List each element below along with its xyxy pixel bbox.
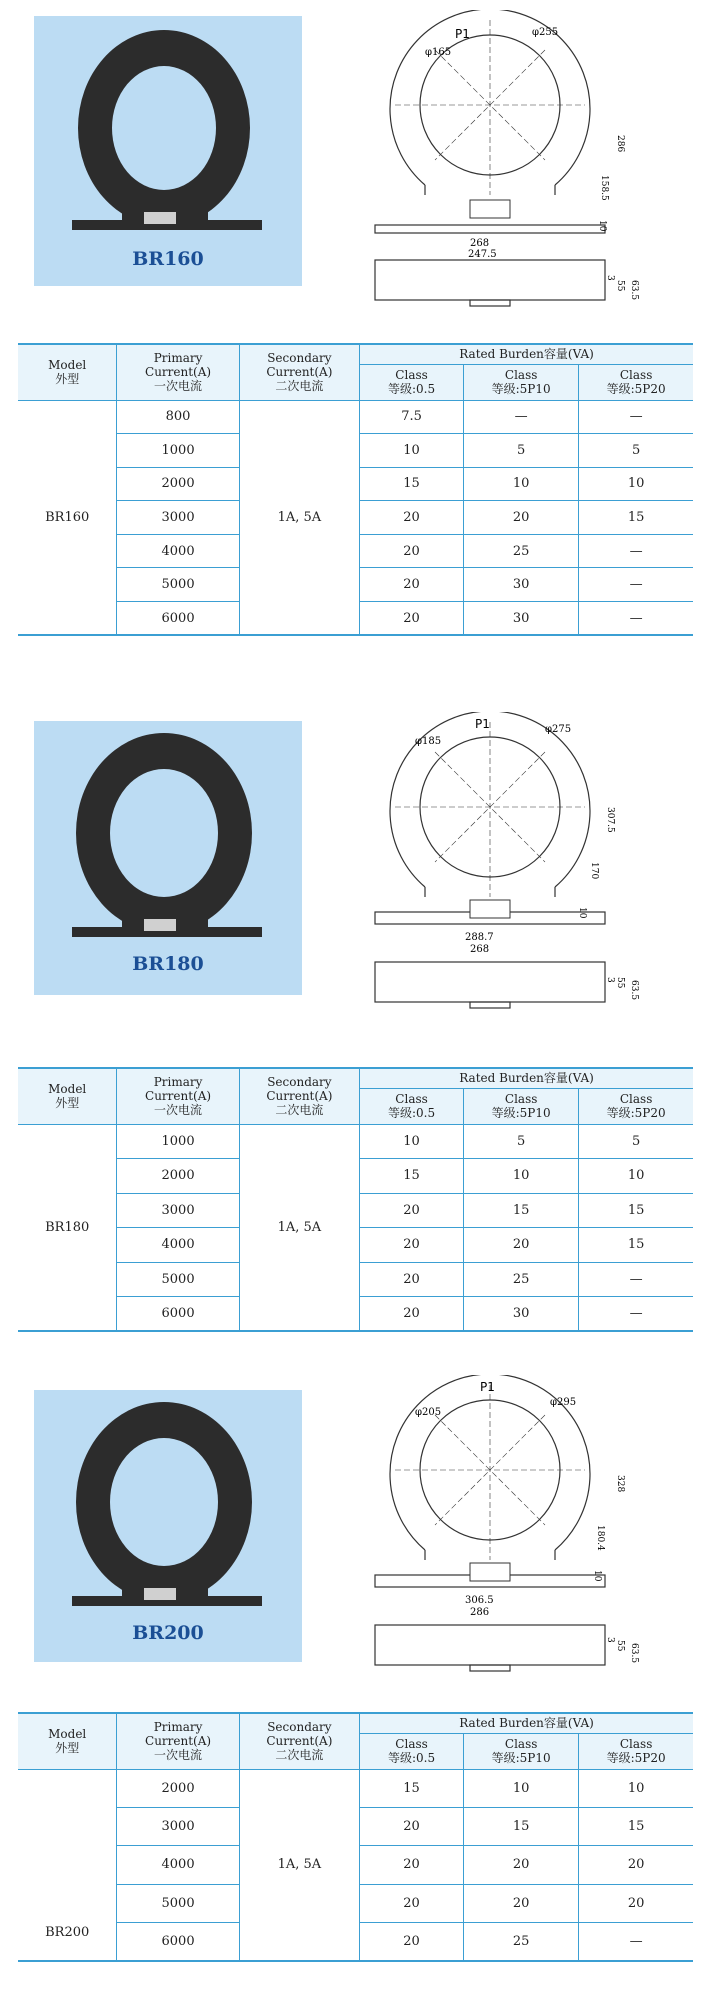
base-gap-dim: 10 <box>592 1570 602 1582</box>
height-dim: 328 <box>615 1475 625 1493</box>
secondary-cell: 1A, 5A <box>239 1769 359 1961</box>
class-05-cell: 20 <box>360 1884 464 1922</box>
class-5p20-cell: 10 <box>579 467 693 501</box>
class-5p10-cell: 10 <box>464 467 579 501</box>
primary-cell: 3000 <box>117 501 239 535</box>
class-05-cell: 20 <box>360 1846 464 1884</box>
class-05-cell: 15 <box>360 1769 464 1807</box>
class-5p10-cell: — <box>464 400 579 434</box>
inner-diameter: φ165 <box>425 47 452 58</box>
class-05-cell: 10 <box>360 434 464 468</box>
class-05-cell: 20 <box>360 1807 464 1845</box>
class-5p10-cell: 20 <box>464 1228 579 1263</box>
class-05-cell: 20 <box>360 1923 464 1961</box>
product-photo-br200 <box>34 1390 302 1662</box>
class-5p10-cell: 20 <box>464 1884 579 1922</box>
class-05-cell: 20 <box>360 501 464 535</box>
model-label: BR160 <box>132 248 204 270</box>
terminal-label: P1 <box>480 1380 495 1394</box>
primary-cell: 4000 <box>117 534 239 568</box>
class-5p20-cell: 15 <box>579 1193 693 1228</box>
base-width-dim: 268 <box>470 238 490 249</box>
model-cell: BR180 <box>18 1124 117 1331</box>
table-row <box>18 400 693 434</box>
primary-cell: 2000 <box>117 467 239 501</box>
model-cell: BR200 <box>18 1769 117 1961</box>
class-5p10-cell: 15 <box>464 1807 579 1845</box>
class-5p10-cell: 25 <box>464 1923 579 1961</box>
dimension-drawing-br200 <box>370 1375 640 1680</box>
class-5p20-cell: 10 <box>579 1769 693 1807</box>
header-primary: Primary Current(A) 一次电流 <box>117 1713 239 1769</box>
spec-table-br180 <box>18 1067 693 1332</box>
depth-b-dim: 63.5 <box>629 1643 639 1664</box>
mount-width-dim: 247.5 <box>468 249 497 260</box>
header-model: Model 外型 <box>18 1713 117 1769</box>
class-5p10-cell: 5 <box>464 434 579 468</box>
center-height-dim: 158.5 <box>599 175 609 201</box>
primary-cell: 3000 <box>117 1807 239 1845</box>
class-5p20-cell: 20 <box>579 1846 693 1884</box>
header-model: Model 外型 <box>18 1068 117 1124</box>
class-5p10-cell: 25 <box>464 1262 579 1297</box>
class-5p10-cell: 30 <box>464 602 579 636</box>
class-05-cell: 20 <box>360 568 464 602</box>
class-5p10-cell: 25 <box>464 534 579 568</box>
header-secondary: Secondary Current(A) 二次电流 <box>239 344 359 400</box>
header-secondary: Secondary Current(A) 二次电流 <box>239 1713 359 1769</box>
outer-diameter: φ275 <box>545 724 572 735</box>
header-class-05: Class 等级:0.5 <box>360 364 464 400</box>
model-label: BR180 <box>132 953 204 975</box>
header-burden: Rated Burden容量(VA) <box>360 1068 693 1088</box>
spec-table-br200 <box>18 1712 693 1962</box>
depth-b-dim: 63.5 <box>629 280 639 301</box>
header-primary: Primary Current(A) 一次电流 <box>117 1068 239 1124</box>
primary-cell: 4000 <box>117 1228 239 1263</box>
header-burden: Rated Burden容量(VA) <box>360 1713 693 1733</box>
class-5p20-cell: — <box>579 1262 693 1297</box>
header-class-5p10: Class 等级:5P10 <box>464 1733 579 1769</box>
header-class-05: Class 等级:0.5 <box>360 1088 464 1124</box>
outer-diameter: φ295 <box>550 1397 577 1408</box>
class-5p10-cell: 10 <box>464 1159 579 1194</box>
class-5p10-cell: 20 <box>464 501 579 535</box>
terminal-label: P1 <box>475 717 490 731</box>
inner-diameter: φ185 <box>415 736 442 747</box>
center-height-dim: 180.4 <box>595 1525 605 1551</box>
class-05-cell: 20 <box>360 602 464 636</box>
class-5p10-cell: 30 <box>464 568 579 602</box>
base-width-dim: 286 <box>470 1607 490 1618</box>
primary-cell: 6000 <box>117 602 239 636</box>
table-row <box>18 1124 693 1159</box>
class-5p10-cell: 15 <box>464 1193 579 1228</box>
class-5p20-cell: 15 <box>579 501 693 535</box>
depth-c-dim: 3 <box>605 275 615 281</box>
header-class-5p10: Class 等级:5P10 <box>464 364 579 400</box>
class-05-cell: 20 <box>360 534 464 568</box>
secondary-cell: 1A, 5A <box>239 400 359 635</box>
primary-cell: 800 <box>117 400 239 434</box>
height-dim: 307.5 <box>605 807 615 833</box>
dimension-drawing-br180 <box>370 712 640 1012</box>
primary-cell: 5000 <box>117 568 239 602</box>
header-class-5p20: Class 等级:5P20 <box>579 1733 693 1769</box>
class-5p10-cell: 30 <box>464 1297 579 1332</box>
product-photo-br160 <box>34 16 302 286</box>
class-5p10-cell: 5 <box>464 1124 579 1159</box>
depth-a-dim: 55 <box>615 1640 625 1652</box>
primary-cell: 5000 <box>117 1884 239 1922</box>
base-width-dim: 268 <box>470 944 490 955</box>
header-class-5p20: Class 等级:5P20 <box>579 364 693 400</box>
class-05-cell: 20 <box>360 1297 464 1332</box>
primary-cell: 2000 <box>117 1159 239 1194</box>
base-gap-dim: 10 <box>577 907 587 919</box>
header-class-5p20: Class 等级:5P20 <box>579 1088 693 1124</box>
class-5p20-cell: — <box>579 400 693 434</box>
secondary-cell: 1A, 5A <box>239 1124 359 1331</box>
class-5p20-cell: 5 <box>579 1124 693 1159</box>
class-5p20-cell: — <box>579 1923 693 1961</box>
primary-cell: 2000 <box>117 1769 239 1807</box>
class-05-cell: 20 <box>360 1228 464 1263</box>
mount-width-dim: 306.5 <box>465 1595 494 1606</box>
depth-c-dim: 3 <box>605 977 615 983</box>
header-model: Model 外型 <box>18 344 117 400</box>
header-class-05: Class 等级:0.5 <box>360 1733 464 1769</box>
dimension-drawing-br160 <box>370 10 640 310</box>
primary-cell: 6000 <box>117 1923 239 1961</box>
class-5p20-cell: — <box>579 602 693 636</box>
primary-cell: 4000 <box>117 1846 239 1884</box>
primary-cell: 3000 <box>117 1193 239 1228</box>
product-photo-br180 <box>34 721 302 995</box>
primary-cell: 1000 <box>117 1124 239 1159</box>
class-05-cell: 20 <box>360 1262 464 1297</box>
depth-c-dim: 3 <box>605 1637 615 1643</box>
primary-cell: 1000 <box>117 434 239 468</box>
class-5p20-cell: 5 <box>579 434 693 468</box>
model-label: BR200 <box>132 1622 204 1644</box>
mount-width-dim: 288.7 <box>465 932 494 943</box>
depth-b-dim: 63.5 <box>629 980 639 1001</box>
table-row <box>18 1769 693 1807</box>
primary-cell: 6000 <box>117 1297 239 1332</box>
class-5p10-cell: 10 <box>464 1769 579 1807</box>
class-5p20-cell: 15 <box>579 1228 693 1263</box>
depth-a-dim: 55 <box>615 977 625 989</box>
class-5p20-cell: — <box>579 1297 693 1332</box>
model-cell: BR160 <box>18 400 117 635</box>
class-05-cell: 15 <box>360 1159 464 1194</box>
class-05-cell: 20 <box>360 1193 464 1228</box>
class-5p20-cell: — <box>579 568 693 602</box>
center-height-dim: 170 <box>589 862 599 880</box>
outer-diameter: φ255 <box>532 27 559 38</box>
class-5p10-cell: 20 <box>464 1846 579 1884</box>
transformer-image <box>34 16 302 286</box>
inner-diameter: φ205 <box>415 1407 442 1418</box>
primary-cell: 5000 <box>117 1262 239 1297</box>
class-5p20-cell: 10 <box>579 1159 693 1194</box>
class-05-cell: 7.5 <box>360 400 464 434</box>
spec-table-br160 <box>18 343 693 636</box>
depth-a-dim: 55 <box>615 280 625 292</box>
terminal-label: P1 <box>455 27 470 41</box>
header-primary: Primary Current(A) 一次电流 <box>117 344 239 400</box>
class-05-cell: 15 <box>360 467 464 501</box>
class-5p20-cell: 15 <box>579 1807 693 1845</box>
header-burden: Rated Burden容量(VA) <box>360 344 693 364</box>
class-5p20-cell: — <box>579 534 693 568</box>
base-gap-dim: 10 <box>597 220 607 232</box>
class-5p20-cell: 20 <box>579 1884 693 1922</box>
height-dim: 286 <box>615 135 625 153</box>
header-secondary: Secondary Current(A) 二次电流 <box>239 1068 359 1124</box>
class-05-cell: 10 <box>360 1124 464 1159</box>
header-class-5p10: Class 等级:5P10 <box>464 1088 579 1124</box>
